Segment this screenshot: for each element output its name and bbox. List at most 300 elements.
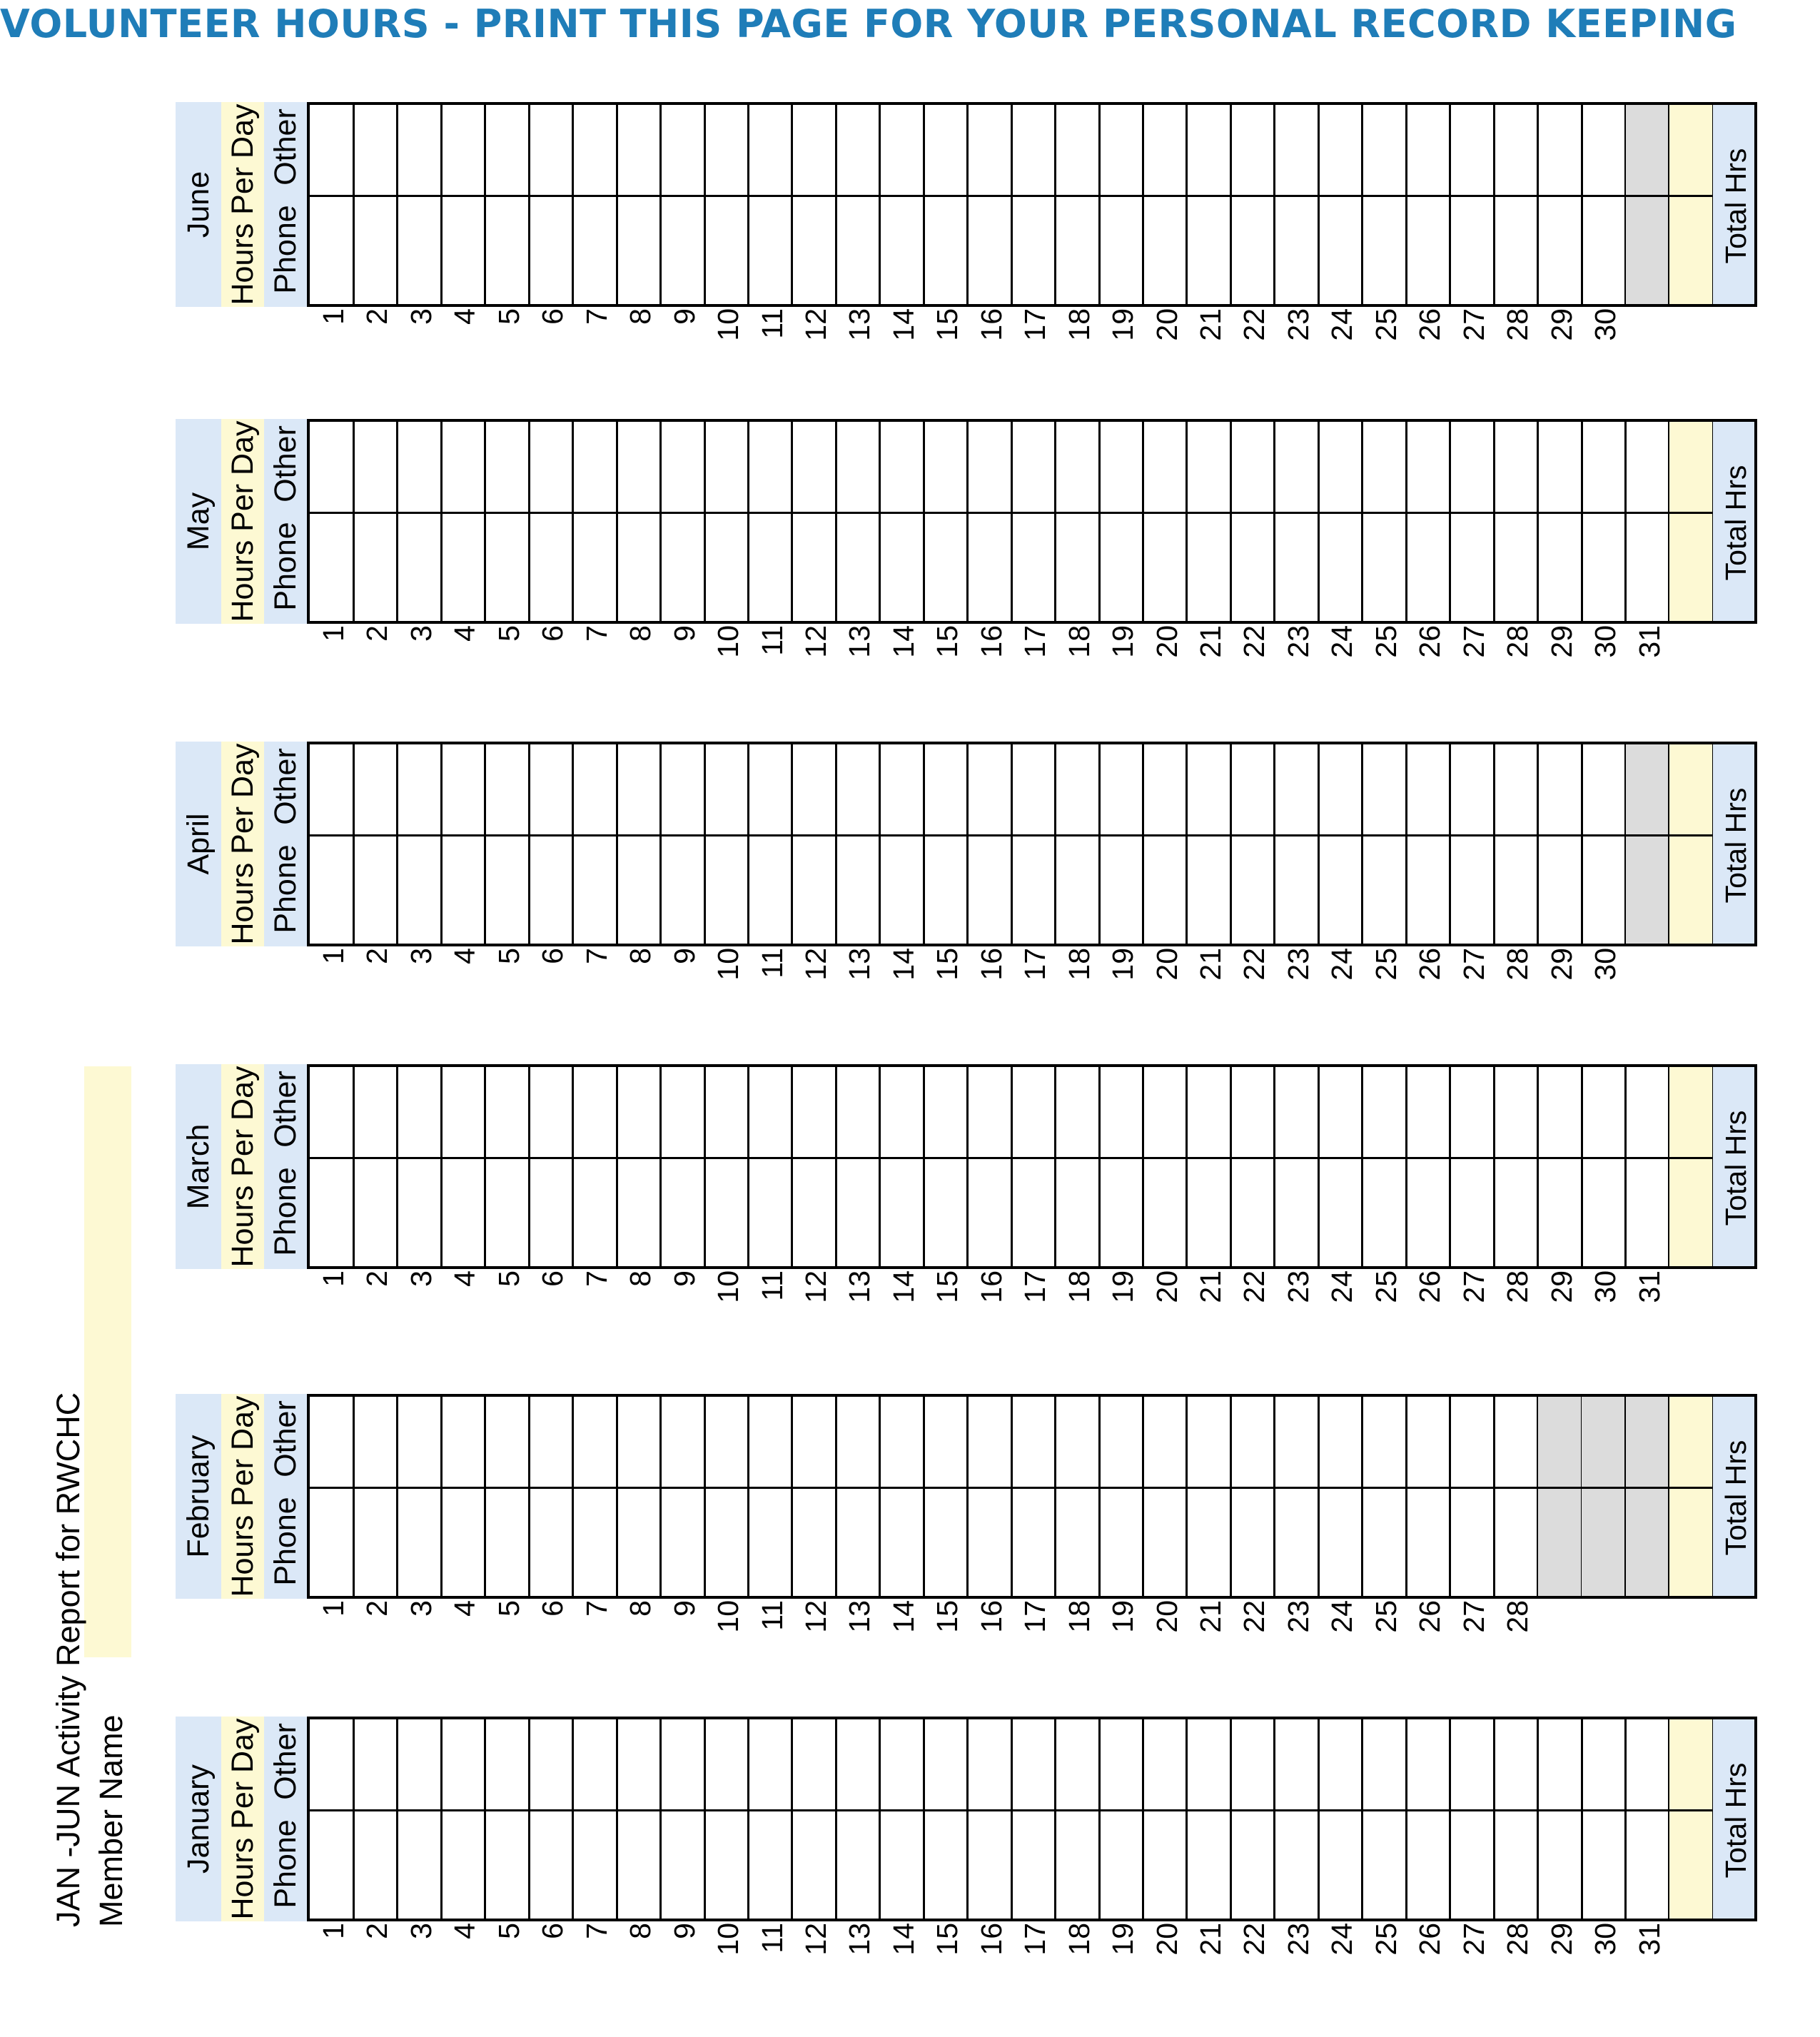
month-total-cell[interactable] [1669, 1067, 1714, 1266]
day-cell[interactable] [1538, 1719, 1583, 1919]
day-cell[interactable] [968, 422, 1013, 621]
day-cell[interactable] [792, 744, 837, 944]
day-cell[interactable] [1582, 744, 1627, 944]
phone-label: Phone [268, 1167, 303, 1256]
day-cell[interactable] [310, 744, 355, 944]
day-number: 13 [843, 308, 876, 341]
day-number: 26 [1413, 1923, 1447, 1956]
day-cell[interactable] [1230, 744, 1275, 944]
day-cell[interactable] [1099, 1719, 1144, 1919]
day-cell[interactable] [1363, 1067, 1407, 1266]
day-cell[interactable] [398, 1719, 443, 1919]
day-cell[interactable] [441, 1397, 486, 1596]
day-cell[interactable] [353, 422, 398, 621]
day-cell[interactable] [1450, 1067, 1495, 1266]
day-number: 17 [1018, 1270, 1052, 1303]
day-cell[interactable] [1318, 1067, 1363, 1266]
day-number: 25 [1369, 948, 1402, 981]
day-cell[interactable] [1582, 422, 1627, 621]
day-cell[interactable] [617, 1397, 662, 1596]
day-number: 28 [1501, 1600, 1535, 1633]
month-name: January [181, 1764, 216, 1874]
day-cell[interactable] [398, 105, 443, 304]
day-number: 1 [317, 1270, 350, 1287]
month-total-cell[interactable] [1669, 1397, 1714, 1596]
day-cell[interactable] [485, 1397, 530, 1596]
day-cell[interactable] [1099, 744, 1144, 944]
day-cell[interactable] [1494, 422, 1539, 621]
day-number: 15 [931, 1923, 964, 1956]
day-cell[interactable] [792, 105, 837, 304]
day-number: 9 [667, 1270, 701, 1287]
day-number: 15 [931, 308, 964, 341]
day-number: 20 [1150, 308, 1183, 341]
day-cell[interactable] [485, 1719, 530, 1919]
day-cell[interactable] [1538, 422, 1583, 621]
day-number: 7 [580, 1270, 613, 1287]
day-cell[interactable] [398, 744, 443, 944]
day-number: 26 [1413, 948, 1447, 981]
day-cell[interactable] [485, 744, 530, 944]
day-cell[interactable] [1318, 1397, 1363, 1596]
month-name: April [181, 813, 216, 875]
day-number: 26 [1413, 1600, 1447, 1633]
day-cell[interactable] [1363, 744, 1407, 944]
unused-day-cell [1538, 1397, 1583, 1596]
day-cell[interactable] [310, 422, 355, 621]
day-number: 5 [492, 948, 525, 964]
day-cell[interactable] [1187, 1067, 1232, 1266]
day-number: 1 [317, 308, 350, 325]
row-divider [310, 1157, 1713, 1159]
member-name-label: Member Name [93, 1714, 129, 1927]
day-cell[interactable] [1363, 1397, 1407, 1596]
day-cell[interactable] [1626, 422, 1671, 621]
day-cell[interactable] [968, 1719, 1013, 1919]
unused-day-cell [1626, 744, 1671, 944]
day-cell[interactable] [573, 1397, 618, 1596]
hours-per-day-label: Hours Per Day [226, 1395, 260, 1597]
hours-grid [307, 1717, 1757, 1921]
day-cell[interactable] [485, 105, 530, 304]
day-cell[interactable] [1143, 1397, 1188, 1596]
day-number: 13 [843, 1600, 876, 1633]
day-cell[interactable] [310, 1067, 355, 1266]
day-cell[interactable] [353, 744, 398, 944]
row-divider [310, 1809, 1713, 1811]
day-cell[interactable] [1187, 744, 1232, 944]
day-number: 16 [974, 308, 1008, 341]
day-cell[interactable] [661, 1067, 706, 1266]
hours-grid [307, 742, 1757, 946]
day-cell[interactable] [792, 1719, 837, 1919]
day-cell[interactable] [1406, 105, 1451, 304]
day-cell[interactable] [792, 422, 837, 621]
day-cell[interactable] [1143, 1067, 1188, 1266]
day-cell[interactable] [1143, 422, 1188, 621]
month-name: May [181, 492, 216, 551]
day-cell[interactable] [529, 1719, 574, 1919]
day-number: 4 [448, 948, 482, 964]
day-number: 29 [1545, 308, 1578, 341]
day-cell[interactable] [924, 1067, 969, 1266]
day-number: 22 [1238, 1600, 1271, 1633]
day-number: 16 [974, 948, 1008, 981]
day-number: 19 [1106, 625, 1140, 658]
day-cell[interactable] [441, 744, 486, 944]
day-cell[interactable] [749, 1397, 794, 1596]
month-block [0, 1064, 1820, 1303]
day-cell[interactable] [1011, 1067, 1056, 1266]
hours-grid [307, 419, 1757, 624]
day-cell[interactable] [1275, 1067, 1320, 1266]
day-cell[interactable] [485, 422, 530, 621]
day-cell[interactable] [661, 1397, 706, 1596]
day-cell[interactable] [1056, 105, 1101, 304]
day-number: 3 [404, 1923, 438, 1939]
total-hrs-label: Total Hrs [1719, 787, 1753, 904]
hours-per-day-label: Hours Per Day [226, 1066, 260, 1268]
day-cell[interactable] [1363, 422, 1407, 621]
day-cell[interactable] [398, 1067, 443, 1266]
day-cell[interactable] [1187, 1719, 1232, 1919]
day-cell[interactable] [1011, 422, 1056, 621]
day-cell[interactable] [1143, 105, 1188, 304]
day-cell[interactable] [1582, 1067, 1627, 1266]
day-cell[interactable] [704, 1397, 749, 1596]
day-cell[interactable] [704, 1067, 749, 1266]
day-cell[interactable] [573, 1719, 618, 1919]
day-cell[interactable] [880, 1719, 925, 1919]
day-number: 3 [404, 308, 438, 325]
month-block [0, 1717, 1820, 1956]
day-cell[interactable] [441, 1719, 486, 1919]
day-number: 20 [1150, 1270, 1183, 1303]
day-cell[interactable] [880, 744, 925, 944]
day-cell[interactable] [1406, 1397, 1451, 1596]
day-cell[interactable] [1230, 1397, 1275, 1596]
day-cell[interactable] [1318, 422, 1363, 621]
day-cell[interactable] [924, 105, 969, 304]
day-number: 5 [492, 625, 525, 642]
day-number: 24 [1325, 625, 1359, 658]
day-cell[interactable] [1230, 1719, 1275, 1919]
phone-label: Phone [268, 522, 303, 611]
hours-per-day-label: Hours Per Day [226, 743, 260, 945]
day-cell[interactable] [1450, 105, 1495, 304]
day-number: 1 [317, 625, 350, 642]
day-cell[interactable] [1363, 105, 1407, 304]
day-number: 19 [1106, 948, 1140, 981]
hours-grid [307, 1064, 1757, 1269]
day-cell[interactable] [1187, 1397, 1232, 1596]
other-label: Other [268, 748, 303, 825]
day-cell[interactable] [1275, 1397, 1320, 1596]
other-label: Other [268, 108, 303, 186]
day-number: 31 [1632, 625, 1666, 658]
day-number: 1 [317, 1600, 350, 1617]
day-cell[interactable] [749, 744, 794, 944]
day-cell[interactable] [924, 744, 969, 944]
day-cell[interactable] [661, 422, 706, 621]
day-cell[interactable] [1494, 1397, 1539, 1596]
day-cell[interactable] [1582, 105, 1627, 304]
day-number: 4 [448, 625, 482, 642]
day-number: 28 [1501, 1923, 1535, 1956]
day-cell[interactable] [1099, 105, 1144, 304]
day-cell[interactable] [1011, 1719, 1056, 1919]
day-cell[interactable] [1494, 1067, 1539, 1266]
day-cell[interactable] [617, 105, 662, 304]
day-number: 16 [974, 1923, 1008, 1956]
day-cell[interactable] [924, 422, 969, 621]
day-cell[interactable] [1626, 1067, 1671, 1266]
day-cell[interactable] [924, 1397, 969, 1596]
day-cell[interactable] [836, 105, 881, 304]
day-cell[interactable] [880, 1397, 925, 1596]
day-number: 24 [1325, 948, 1359, 981]
day-cell[interactable] [1494, 105, 1539, 304]
day-cell[interactable] [792, 1067, 837, 1266]
day-cell[interactable] [1582, 1719, 1627, 1919]
day-cell[interactable] [573, 1067, 618, 1266]
day-cell[interactable] [1056, 422, 1101, 621]
other-label: Other [268, 1071, 303, 1148]
day-number: 27 [1457, 948, 1490, 981]
day-cell[interactable] [1538, 105, 1583, 304]
day-cell[interactable] [310, 1397, 355, 1596]
day-cell[interactable] [749, 422, 794, 621]
day-number: 9 [667, 1923, 701, 1939]
phone-label: Phone [268, 1819, 303, 1909]
day-number: 12 [799, 625, 832, 658]
month-total-cell[interactable] [1669, 744, 1714, 944]
day-cell[interactable] [880, 422, 925, 621]
day-cell[interactable] [1318, 105, 1363, 304]
day-cell[interactable] [617, 422, 662, 621]
day-cell[interactable] [661, 105, 706, 304]
day-cell[interactable] [310, 105, 355, 304]
day-number: 14 [886, 1600, 920, 1633]
day-cell[interactable] [836, 1067, 881, 1266]
day-cell[interactable] [749, 105, 794, 304]
day-cell[interactable] [529, 422, 574, 621]
hours-grid [307, 102, 1757, 307]
day-cell[interactable] [1626, 1719, 1671, 1919]
day-number: 12 [799, 1600, 832, 1633]
day-number: 14 [886, 308, 920, 341]
day-cell[interactable] [1318, 1719, 1363, 1919]
day-cell[interactable] [704, 1719, 749, 1919]
day-number: 21 [1194, 1270, 1227, 1303]
day-cell[interactable] [1230, 1067, 1275, 1266]
day-cell[interactable] [529, 1067, 574, 1266]
day-cell[interactable] [704, 105, 749, 304]
day-cell[interactable] [836, 1397, 881, 1596]
day-cell[interactable] [441, 105, 486, 304]
day-number: 28 [1501, 1270, 1535, 1303]
day-number: 12 [799, 948, 832, 981]
day-cell[interactable] [1056, 744, 1101, 944]
day-cell[interactable] [968, 1067, 1013, 1266]
day-cell[interactable] [1099, 1067, 1144, 1266]
day-cell[interactable] [1275, 105, 1320, 304]
day-number: 6 [536, 1600, 570, 1617]
day-cell[interactable] [1318, 744, 1363, 944]
day-cell[interactable] [1450, 1397, 1495, 1596]
day-cell[interactable] [968, 744, 1013, 944]
day-cell[interactable] [1143, 744, 1188, 944]
day-number: 9 [667, 308, 701, 325]
day-cell[interactable] [485, 1067, 530, 1266]
day-cell[interactable] [573, 422, 618, 621]
day-cell[interactable] [1406, 1067, 1451, 1266]
day-cell[interactable] [1363, 1719, 1407, 1919]
total-hrs-label: Total Hrs [1719, 465, 1753, 581]
day-number: 20 [1150, 1923, 1183, 1956]
day-number: 15 [931, 625, 964, 658]
day-number: 18 [1062, 948, 1096, 981]
month-total-cell[interactable] [1669, 105, 1714, 304]
day-cell[interactable] [310, 1719, 355, 1919]
day-cell[interactable] [1099, 1397, 1144, 1596]
day-cell[interactable] [704, 744, 749, 944]
day-cell[interactable] [1230, 422, 1275, 621]
day-cell[interactable] [924, 1719, 969, 1919]
month-name: June [181, 171, 216, 238]
day-cell[interactable] [1494, 1719, 1539, 1919]
day-cell[interactable] [661, 744, 706, 944]
day-cell[interactable] [1011, 744, 1056, 944]
day-number: 23 [1281, 1270, 1315, 1303]
hours-per-day-label: Hours Per Day [226, 1718, 260, 1920]
day-number: 25 [1369, 1923, 1402, 1956]
day-cell[interactable] [1494, 744, 1539, 944]
day-cell[interactable] [617, 1719, 662, 1919]
day-number: 31 [1632, 1923, 1666, 1956]
day-number: 3 [404, 1600, 438, 1617]
day-cell[interactable] [1538, 744, 1583, 944]
day-cell[interactable] [573, 744, 618, 944]
total-hrs-label: Total Hrs [1719, 148, 1753, 264]
day-number: 7 [580, 948, 613, 964]
day-number: 14 [886, 625, 920, 658]
day-number: 23 [1281, 948, 1315, 981]
day-cell[interactable] [1187, 105, 1232, 304]
day-cell[interactable] [398, 422, 443, 621]
day-number: 21 [1194, 948, 1227, 981]
day-cell[interactable] [880, 105, 925, 304]
day-cell[interactable] [573, 105, 618, 304]
day-cell[interactable] [1538, 1067, 1583, 1266]
row-divider [310, 195, 1713, 197]
page-title: VOLUNTEER HOURS - PRINT THIS PAGE FOR YOUR PERSONAL RECORD KEEPING [0, 1, 1737, 46]
day-cell[interactable] [529, 105, 574, 304]
day-cell[interactable] [1011, 105, 1056, 304]
day-cell[interactable] [1275, 744, 1320, 944]
unused-day-cell [1626, 105, 1671, 304]
day-cell[interactable] [353, 1067, 398, 1266]
day-cell[interactable] [836, 1719, 881, 1919]
day-number: 2 [360, 1600, 394, 1617]
day-number: 8 [624, 948, 657, 964]
day-cell[interactable] [836, 744, 881, 944]
day-number: 28 [1501, 948, 1535, 981]
month-block [0, 742, 1820, 981]
month-total-cell[interactable] [1669, 422, 1714, 621]
day-number: 26 [1413, 1270, 1447, 1303]
day-number: 9 [667, 1600, 701, 1617]
day-cell[interactable] [1406, 422, 1451, 621]
total-hrs-label: Total Hrs [1719, 1440, 1753, 1556]
day-cell[interactable] [968, 1397, 1013, 1596]
day-cell[interactable] [1230, 105, 1275, 304]
day-number: 8 [624, 1600, 657, 1617]
day-cell[interactable] [1450, 1719, 1495, 1919]
day-cell[interactable] [1187, 422, 1232, 621]
day-number: 26 [1413, 625, 1447, 658]
day-cell[interactable] [880, 1067, 925, 1266]
day-cell[interactable] [1275, 1719, 1320, 1919]
day-cell[interactable] [353, 105, 398, 304]
day-cell[interactable] [529, 1397, 574, 1596]
day-cell[interactable] [1275, 422, 1320, 621]
day-cell[interactable] [749, 1719, 794, 1919]
day-cell[interactable] [1450, 744, 1495, 944]
day-number: 6 [536, 1270, 570, 1287]
day-number: 10 [712, 308, 745, 341]
day-number: 5 [492, 1923, 525, 1939]
day-cell[interactable] [1056, 1067, 1101, 1266]
day-cell[interactable] [529, 744, 574, 944]
day-number: 2 [360, 308, 394, 325]
day-number: 13 [843, 948, 876, 981]
day-cell[interactable] [1406, 744, 1451, 944]
day-cell[interactable] [1056, 1719, 1101, 1919]
day-cell[interactable] [617, 1067, 662, 1266]
day-cell[interactable] [398, 1397, 443, 1596]
report-title: JAN -JUN Activity Report for RWCHC [50, 1392, 86, 1927]
day-cell[interactable] [617, 744, 662, 944]
day-cell[interactable] [792, 1397, 837, 1596]
day-cell[interactable] [353, 1397, 398, 1596]
day-cell[interactable] [441, 422, 486, 621]
day-cell[interactable] [661, 1719, 706, 1919]
day-cell[interactable] [1143, 1719, 1188, 1919]
day-cell[interactable] [1450, 422, 1495, 621]
month-block [0, 1394, 1820, 1633]
day-cell[interactable] [441, 1067, 486, 1266]
day-number: 21 [1194, 625, 1227, 658]
day-cell[interactable] [1099, 422, 1144, 621]
day-number: 22 [1238, 948, 1271, 981]
other-label: Other [268, 1400, 303, 1477]
day-cell[interactable] [704, 422, 749, 621]
day-cell[interactable] [836, 422, 881, 621]
day-number: 2 [360, 1923, 394, 1939]
day-cell[interactable] [1406, 1719, 1451, 1919]
day-number: 9 [667, 625, 701, 642]
day-number: 11 [755, 1923, 789, 1953]
day-cell[interactable] [749, 1067, 794, 1266]
day-cell[interactable] [353, 1719, 398, 1919]
day-cell[interactable] [1011, 1397, 1056, 1596]
day-cell[interactable] [968, 105, 1013, 304]
day-number: 22 [1238, 308, 1271, 341]
day-cell[interactable] [1056, 1397, 1101, 1596]
day-number: 10 [712, 948, 745, 981]
month-total-cell[interactable] [1669, 1719, 1714, 1919]
